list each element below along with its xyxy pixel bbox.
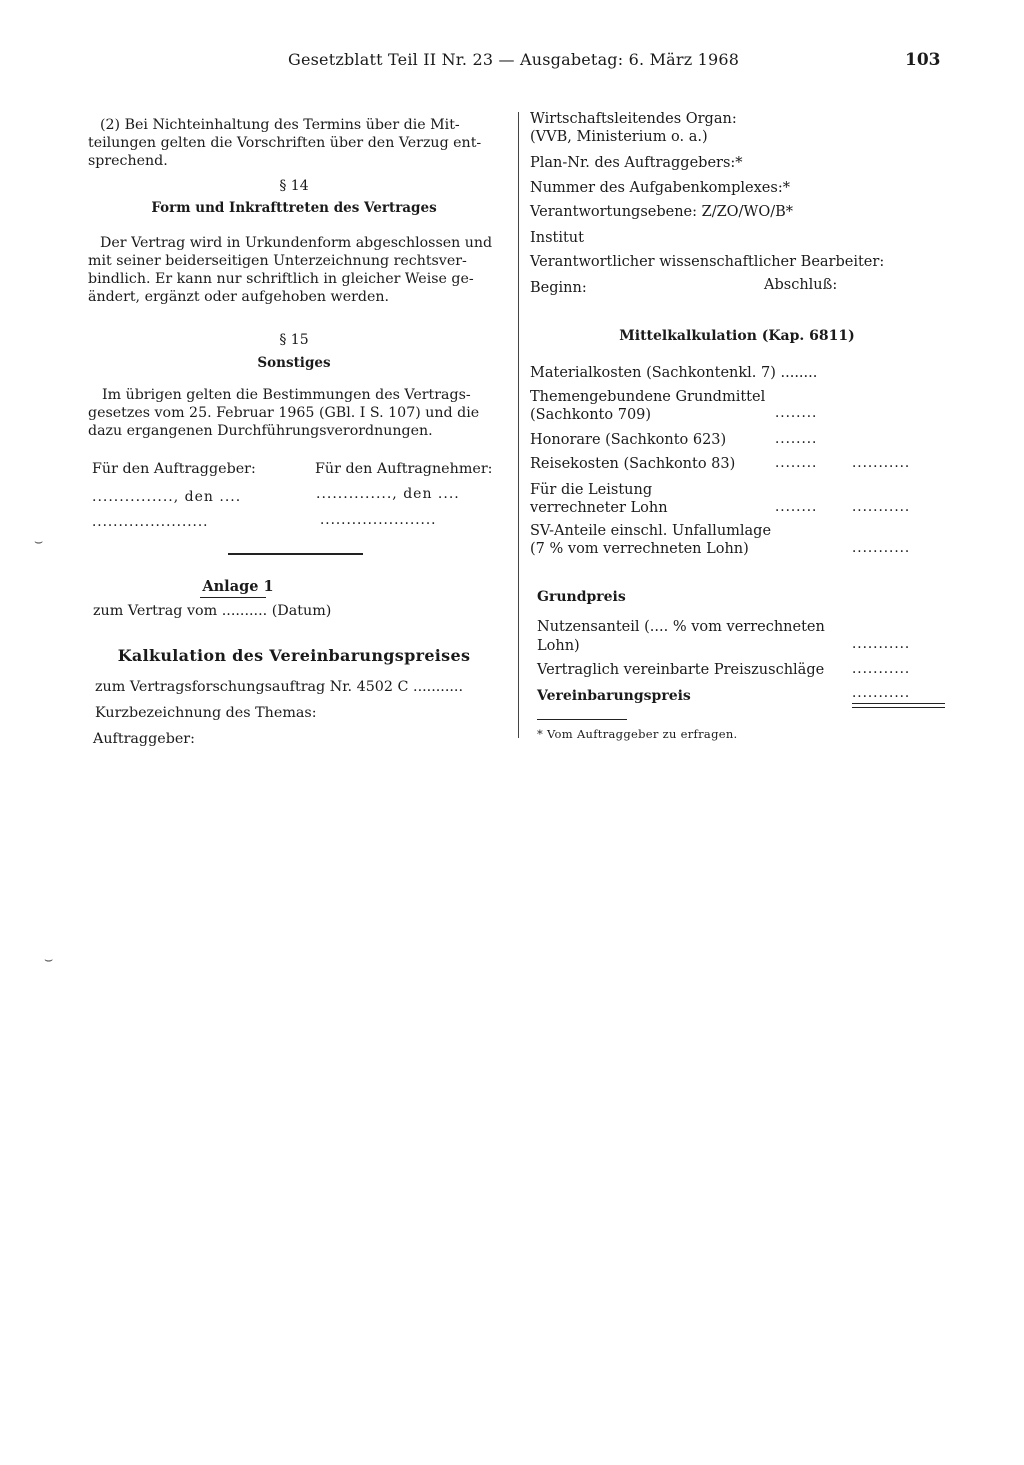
reisekosten-dots: ........ xyxy=(775,455,818,471)
page-number: 103 xyxy=(905,50,941,70)
kalkulation-title: Kalkulation des Vereinbarungspreises xyxy=(117,646,471,665)
running-header: Gesetzblatt Teil II Nr. 23 — Ausgabetag: 6. März 1968 xyxy=(288,50,740,69)
text-line: dazu ergangenen Durchführungsverordnungen. xyxy=(88,423,433,439)
bearbeiter-field: Verantwortlicher wissenschaftlicher Bearbeiter: xyxy=(530,254,885,270)
section-15-text xyxy=(88,386,500,440)
anlage-subtitle: zum Vertrag vom .......... (Datum) xyxy=(93,603,332,619)
sign-left-date: ..............., den .... xyxy=(92,489,242,505)
sign-right-line: ...................... xyxy=(320,512,437,528)
grundpreis-heading: Grundpreis xyxy=(537,589,626,605)
plan-nr-field: Plan-Nr. des Auftraggebers:* xyxy=(530,155,743,171)
vereinbarungspreis-dots: ........... xyxy=(852,685,911,701)
kalkulation-line-auftraggeber: Auftraggeber: xyxy=(93,731,195,747)
leistung-sum-dots: ........... xyxy=(852,499,911,515)
anlage-underline xyxy=(200,597,266,598)
sv-sum-dots: ........... xyxy=(852,540,911,556)
footnote-rule xyxy=(537,719,627,720)
text-line: sprechend. xyxy=(88,153,168,169)
anlage-title: Anlage 1 xyxy=(202,578,274,595)
organ-line-1: Wirtschaftsleitendes Organ: xyxy=(530,111,737,127)
mittelkalkulation-title: Mittelkalkulation (Kap. 6811) xyxy=(619,328,855,344)
sv-row-label: SV-Anteile einschl. Unfallumlage xyxy=(530,523,772,539)
reisekosten-row: Reisekosten (Sachkonto 83) xyxy=(530,456,736,472)
paragraph-2 xyxy=(88,116,500,170)
text-line: gesetzes vom 25. Februar 1965 (GBl. I S. 107) und die xyxy=(88,405,480,421)
kalkulation-line-thema: Kurzbezeichnung des Themas: xyxy=(95,705,317,721)
nutzensanteil-row-sub: Lohn) xyxy=(537,638,580,654)
sign-left-line: ...................... xyxy=(92,514,209,530)
text-line: ändert, ergänzt oder aufgehoben werden. xyxy=(88,289,390,305)
leistung-row-sub: verrechneter Lohn xyxy=(530,500,668,516)
leistung-row-label: Für die Leistung xyxy=(530,482,653,498)
text-line: mit seiner beiderseitigen Unterzeichnung rechtsver- xyxy=(88,253,467,269)
preiszuschlaege-dots: ........... xyxy=(852,661,911,677)
kalkulation-line-auftrag: zum Vertragsforschungsauftrag Nr. 4502 C ........... xyxy=(95,679,464,695)
section-14-number: § 14 xyxy=(279,178,309,194)
leistung-dots: ........ xyxy=(775,499,818,515)
honorare-dots: ........ xyxy=(775,431,818,447)
materialkosten-row: Materialkosten (Sachkontenkl. 7) ........ xyxy=(530,365,818,381)
themengebundene-row-sub: (Sachkonto 709) xyxy=(530,407,652,423)
text-line: Der Vertrag wird in Urkundenform abgeschlossen und xyxy=(100,235,493,251)
preiszuschlaege-row: Vertraglich vereinbarte Preiszuschläge xyxy=(537,662,825,678)
vereinbarungspreis-row: Vereinbarungspreis xyxy=(537,688,691,704)
sign-right-label: Für den Auftragnehmer: xyxy=(315,461,493,477)
reisekosten-sum-dots: ........... xyxy=(852,455,911,471)
verantwortungsebene-field: Verantwortungsebene: Z/ZO/WO/B* xyxy=(530,204,794,220)
section-15-number: § 15 xyxy=(279,332,309,348)
section-14-title: Form und Inkrafttreten des Vertrages xyxy=(151,200,437,216)
footnote: * Vom Auftraggeber zu erfragen. xyxy=(537,727,738,741)
text-line: bindlich. Er kann nur schriftlich in gleicher Weise ge- xyxy=(88,271,474,287)
themengebundene-dots: ........ xyxy=(775,405,818,421)
institut-field: Institut xyxy=(530,230,584,246)
abschluss-field: Abschluß: xyxy=(764,277,838,293)
aufgabenkomplex-field: Nummer des Aufgabenkomplexes:* xyxy=(530,180,790,196)
margin-tick-mark: ⌣ xyxy=(44,952,54,968)
divider-rule xyxy=(228,553,363,555)
beginn-field: Beginn: xyxy=(530,280,587,296)
section-14-text xyxy=(88,234,500,306)
text-line: (2) Bei Nichteinhaltung des Termins über die Mit- xyxy=(100,117,460,133)
text-line: teilungen gelten die Vorschriften über den Verzug ent- xyxy=(88,135,482,151)
organ-line-2: (VVB, Ministerium o. a.) xyxy=(530,129,708,145)
sign-right-date: .............., den .... xyxy=(316,486,460,502)
margin-tick-mark: ⌣ xyxy=(34,534,44,550)
total-double-rule xyxy=(852,703,945,708)
nutzensanteil-row-label: Nutzensanteil (.... % vom verrechneten xyxy=(537,619,825,635)
column-divider xyxy=(518,112,519,738)
section-15-title: Sonstiges xyxy=(257,355,331,371)
honorare-row: Honorare (Sachkonto 623) xyxy=(530,432,727,448)
themengebundene-row-label: Themengebundene Grundmittel xyxy=(530,389,766,405)
sign-left-label: Für den Auftraggeber: xyxy=(92,461,256,477)
nutzensanteil-dots: ........... xyxy=(852,636,911,652)
sv-row-sub: (7 % vom verrechneten Lohn) xyxy=(530,541,749,557)
text-line: Im übrigen gelten die Bestimmungen des Vertrags- xyxy=(102,387,471,403)
